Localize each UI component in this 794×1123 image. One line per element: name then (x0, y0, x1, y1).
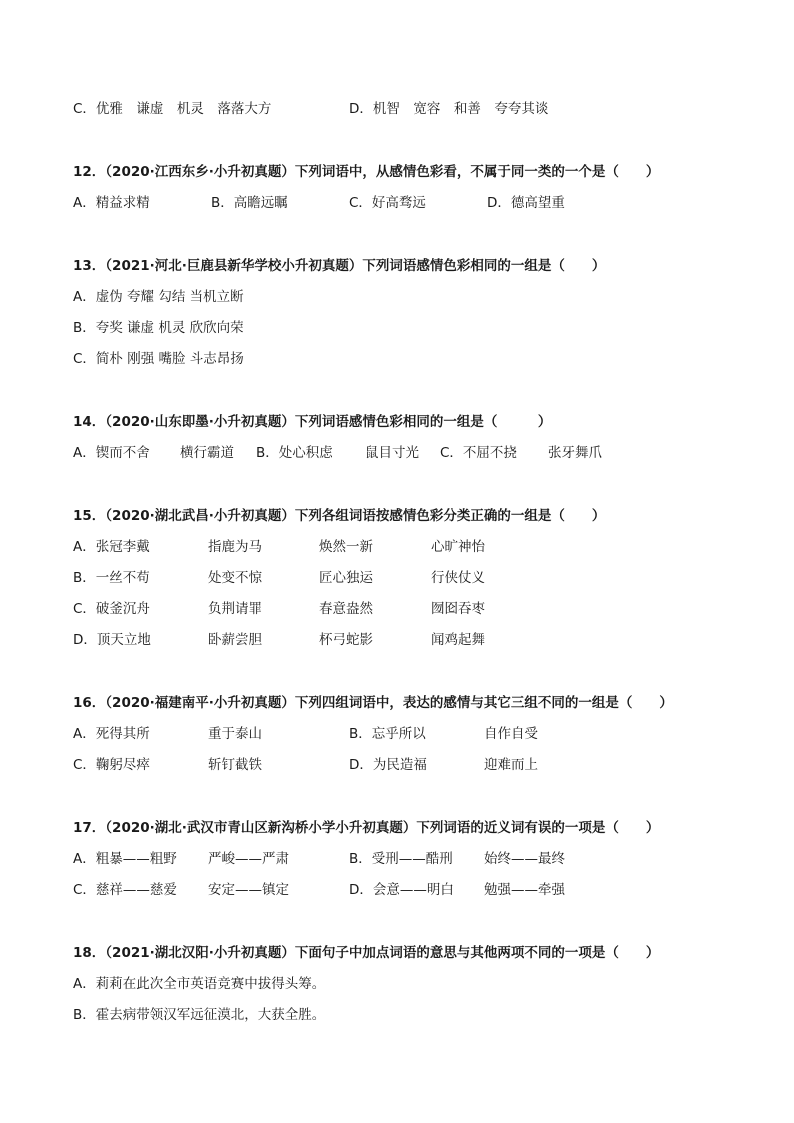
question-12-stem (73, 161, 754, 183)
question-number: 14． (73, 414, 106, 430)
option-d: D．为民造福 (349, 757, 427, 773)
question-number: 12． (73, 164, 106, 180)
question-number: 16． (73, 695, 106, 711)
option-word: 杯弓蛇影 (319, 632, 373, 648)
option-c: C．好高骛远 (349, 195, 426, 211)
option-word: 卧薪尝胆 (208, 632, 262, 648)
option-d: D．德高望重 (487, 195, 565, 211)
option-word: 囫囵吞枣 (431, 601, 485, 617)
question-source: （2021·河北·巨鹿县新华学校小升初真题） (105, 258, 363, 274)
option-word: 行侠仗义 (431, 570, 485, 586)
option-row-d (73, 629, 754, 651)
option-word: 斩钉截铁 (208, 757, 262, 773)
question-source: （2020·山东即墨·小升初真题） (105, 414, 295, 430)
option-a-word-2: 横行霸道 (180, 445, 234, 461)
option-c: C．不屈不挠 (440, 445, 517, 461)
option-b: B．忘乎所以 (349, 726, 426, 742)
question-13-stem (73, 255, 754, 277)
option-b: B．处心积虑 (256, 445, 333, 461)
question-text: 下列词语的近义词有误的一项是（ ） (416, 820, 660, 836)
option-a: A．张冠李戴 (73, 539, 150, 555)
question-number: 15． (73, 508, 106, 524)
question-source: （2020·湖北·武汉市青山区新沟桥小学小升初真题） (105, 820, 417, 836)
question-14-stem (73, 411, 754, 433)
option-row-1 (73, 723, 754, 745)
option-word: 匠心独运 (319, 570, 373, 586)
option-c: C．简朴 刚强 嘴脸 斗志昂扬 (73, 351, 244, 367)
question-number: 17． (73, 820, 106, 836)
option-row-2 (73, 754, 754, 776)
option-word: 严峻——严肃 (208, 851, 289, 867)
question-18-stem (73, 942, 754, 964)
option-word: 始终——最终 (484, 851, 565, 867)
option-row-a (73, 536, 754, 558)
option-word: 安定——镇定 (208, 882, 289, 898)
option-b: B．一丝不苟 (73, 570, 150, 586)
question-14-options (73, 442, 754, 464)
option-word: 春意盎然 (319, 601, 373, 617)
question-text: 下列词语中，从感情色彩看，不属于同一类的一个是（ ） (294, 164, 660, 180)
question-text: 下列各组词语按感情色彩分类正确的一组是（ ） (294, 508, 606, 524)
question-source: （2020·湖北武昌·小升初真题） (105, 508, 295, 524)
option-word: 心旷神怡 (431, 539, 485, 555)
option-word: 自作自受 (484, 726, 538, 742)
option-c: C．优雅 谦虚 机灵 落落大方 (73, 101, 272, 117)
option-c-word-2: 张牙舞爪 (548, 445, 602, 461)
question-number: 13． (73, 258, 106, 274)
question-text: 下列词语感情色彩相同的一组是（ ） (294, 414, 552, 430)
option-a: A．虚伪 夸耀 勾结 当机立断 (73, 289, 244, 305)
option-c: C．鞠躬尽瘁 (73, 757, 150, 773)
q11-options-row (73, 98, 754, 120)
option-b: B．高瞻远瞩 (211, 195, 288, 211)
option-d: D．顶天立地 (73, 632, 151, 648)
option-word: 勉强——牵强 (484, 882, 565, 898)
question-text: 下面句子中加点词语的意思与其他两项不同的一项是（ ） (294, 945, 660, 961)
question-15-stem (73, 505, 754, 527)
option-row-1 (73, 848, 754, 870)
option-a: A．莉莉在此次全市英语竞赛中拔得头筹。 (73, 976, 326, 992)
option-b: B．霍去病带领汉军远征漠北，大获全胜。 (73, 1007, 326, 1023)
option-row-2 (73, 879, 754, 901)
option-word: 闻鸡起舞 (431, 632, 485, 648)
option-b: B．受刑——酷刑 (349, 851, 453, 867)
option-word: 指鹿为马 (208, 539, 262, 555)
question-12-options (73, 192, 754, 214)
option-word: 负荆请罪 (208, 601, 262, 617)
option-row-c (73, 598, 754, 620)
option-word: 焕然一新 (319, 539, 373, 555)
option-c: C．慈祥——慈爱 (73, 882, 177, 898)
question-source: （2020·江西东乡·小升初真题） (105, 164, 295, 180)
question-source: （2020·福建南平·小升初真题） (105, 695, 295, 711)
option-a: A．粗暴——粗野 (73, 851, 177, 867)
question-source: （2021·湖北汉阳·小升初真题） (105, 945, 295, 961)
question-number: 18． (73, 945, 106, 961)
option-b-word-2: 鼠目寸光 (365, 445, 419, 461)
question-text: 下列四组词语中，表达的感情与其它三组不同的一组是（ ） (294, 695, 673, 711)
option-word: 重于泰山 (208, 726, 262, 742)
option-b: B．夸奖 谦虚 机灵 欣欣向荣 (73, 320, 244, 336)
question-17-stem (73, 817, 754, 839)
option-word: 迎难而上 (484, 757, 538, 773)
option-a: A．死得其所 (73, 726, 150, 742)
option-row-b (73, 567, 754, 589)
option-a: A．锲而不舍 (73, 445, 150, 461)
option-a: A．精益求精 (73, 195, 150, 211)
option-c: C．破釜沉舟 (73, 601, 150, 617)
option-d: D．机智 宽容 和善 夸夸其谈 (349, 101, 549, 117)
question-16-stem (73, 692, 754, 714)
option-word: 处变不惊 (208, 570, 262, 586)
option-d: D．会意——明白 (349, 882, 454, 898)
question-text: 下列词语感情色彩相同的一组是（ ） (362, 258, 606, 274)
